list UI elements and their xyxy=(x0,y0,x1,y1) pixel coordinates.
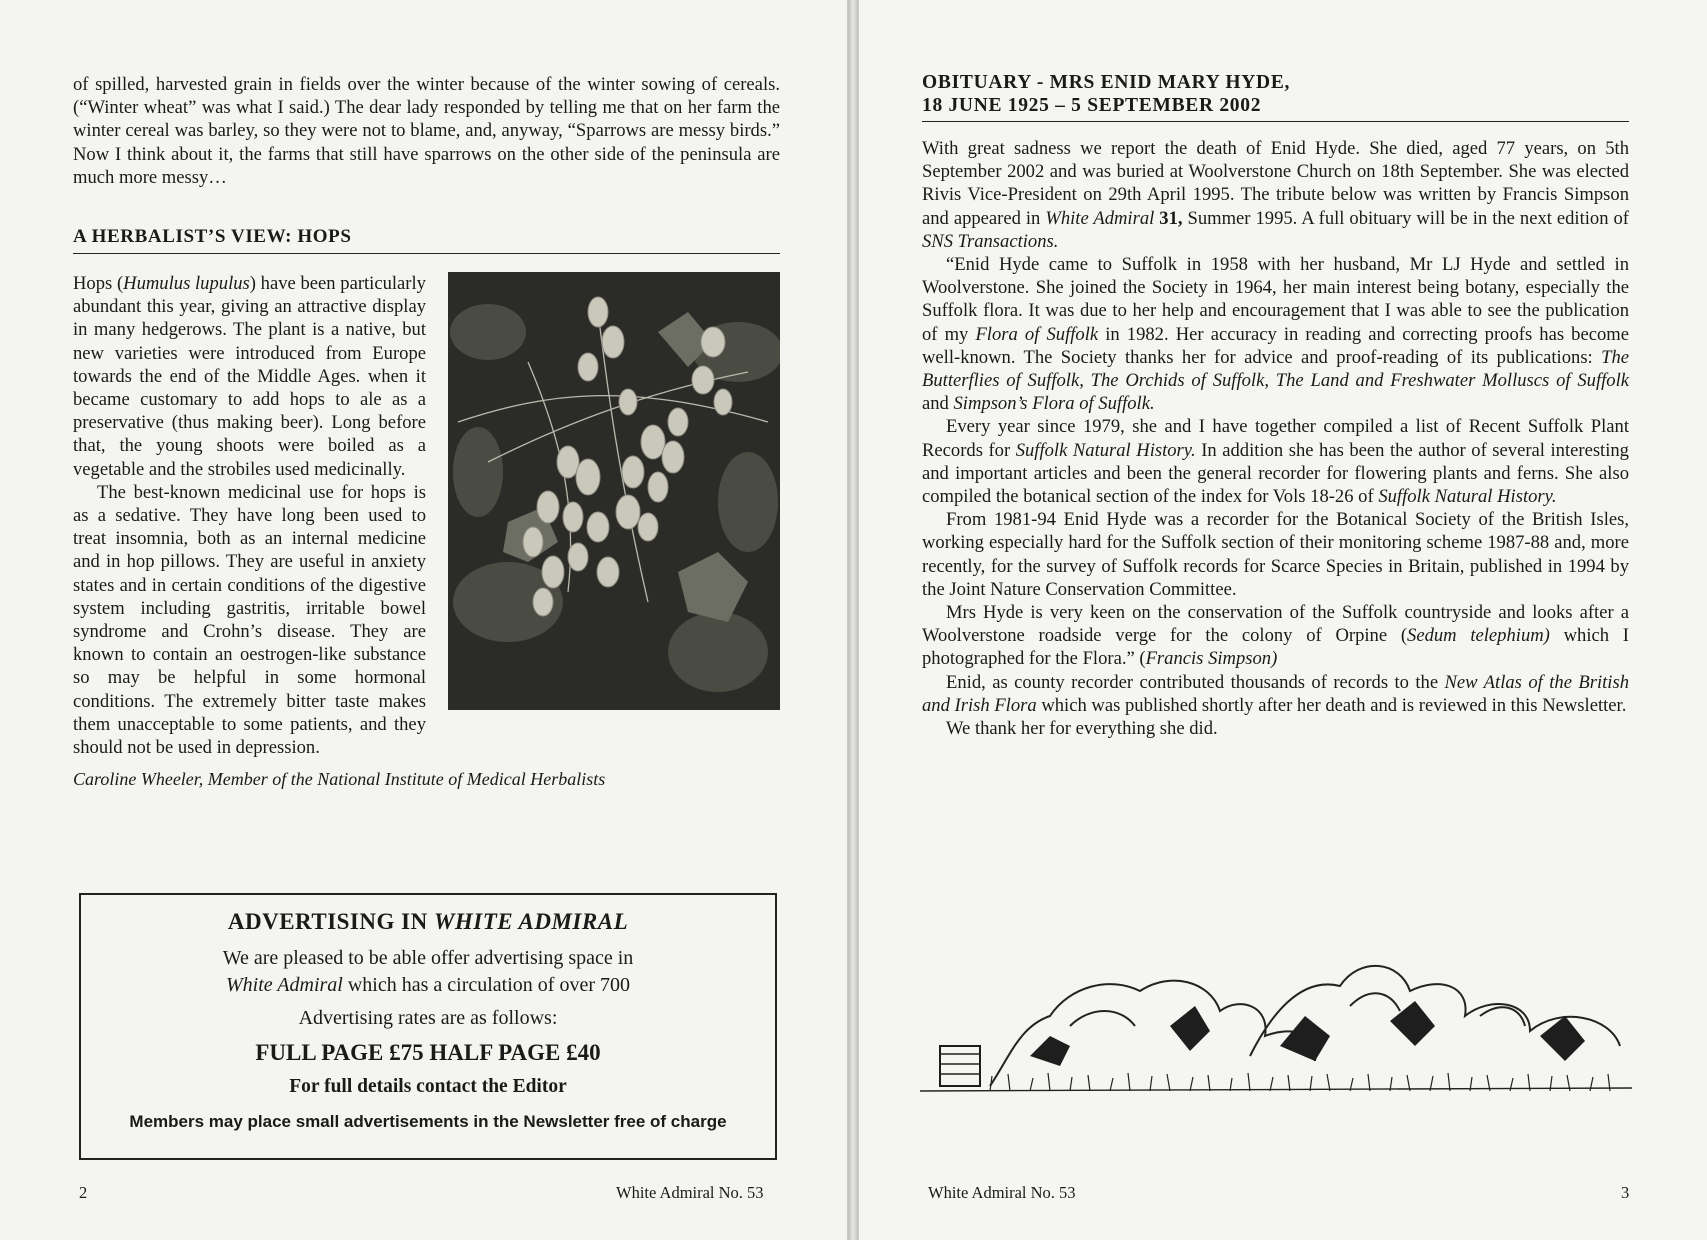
obituary-paragraph-6: Enid, as county recorder contributed thousands of records to the New Atlas of the British and Irish Flora which was published shortly after her death and is reviewed in this Newsletter. xyxy=(922,671,1629,716)
ad-line-1: We are pleased to be able offer advertising space in xyxy=(222,947,634,969)
hops-article xyxy=(73,272,780,790)
obituary-paragraph-4: From 1981-94 Enid Hyde was a recorder for the Botanical Society of the British Isles, working especially hard for the Suffolk section of their monitoring scheme 1987-88 and, more recently, for the survey of Suffolk records for Scarce Species in Britain, published in 1994 by the Joint Nature Conservation Committee. xyxy=(922,509,1629,600)
herbalist-heading: A HERBALIST’S VIEW: HOPS xyxy=(73,226,780,254)
book-spine xyxy=(848,0,858,1240)
obituary-paragraph-2: “Enid Hyde came to Suffolk in 1958 with her husband, Mr LJ Hyde and settled in Woolverstone. She joined the Society in 1964, her main interest being botany, especially the Suffolk flora. It was due to her help and encouragement that I was able to see the publication of my Flora of Suffolk in 1982. Her accuracy in reading and correcting proofs has become well-known. The Society thanks her for advice and proof-reading of its publications: The Butterflies of Suffolk, The Orchids of Suffolk, The Land and Freshwater Molluscs of Suffolk and Simpson’s Flora of Suffolk. xyxy=(922,254,1629,415)
obituary-paragraph-7: We thank her for everything she did. xyxy=(946,718,1218,740)
advertising-box xyxy=(79,893,777,1160)
obituary-paragraph-1: With great sadness we report the death of Enid Hyde. She died, aged 77 years, on 5th September 2002 and was buried at Woolverstone Church on 18th September. She was elected Rivis Vice-President on 29th April 1995. The tribute below was written by Francis Simpson and appeared in White Admiral 31, Summer 1995. A full obituary will be in the next edition of SNS Transactions. xyxy=(922,138,1629,252)
right-footer-title: White Admiral No. 53 xyxy=(928,1183,1076,1202)
ad-members-note: Members may place small advertisements in the Newsletter free of charge xyxy=(129,1112,727,1131)
ad-prices: FULL PAGE £75 HALF PAGE £40 xyxy=(255,1040,601,1065)
author-signature: Caroline Wheeler, Member of the National Institute of Medical Herbalists xyxy=(73,769,606,790)
left-page-number: 2 xyxy=(79,1183,88,1202)
hops-paragraph-2: The best-known medicinal use for hops is as a sedative. They have long been used to treat insomnia, both as an internal medicine and in hop pillows. They are useful in anxiety states and in certain conditions of the digestive system including gastritis, irritable bowel syndrome and Crohn’s disease. They are known to contain an oestrogen-like substance so may be helpful in some hormonal conditions. The extremely bitter taste makes them unacceptable to some patients, and they should not be used in depression. xyxy=(73,481,426,759)
ad-title: ADVERTISING IN WHITE ADMIRAL xyxy=(227,909,629,934)
ad-line-2: White Admiral which has a circulation of over 700 xyxy=(226,974,630,996)
ad-rates-label: Advertising rates are as follows: xyxy=(298,1007,558,1029)
obituary-paragraph-5: Mrs Hyde is very keen on the conservation of the Suffolk countryside and looks after a Woolverstone roadside verge for the colony of Orpine (Sedum telephium) which I photographed for the Flora.” (Francis Simpson) xyxy=(922,602,1629,670)
obituary-body xyxy=(922,137,1629,740)
obituary-heading xyxy=(922,71,1629,122)
obituary-heading-line-2: 18 JUNE 1925 – 5 SEPTEMBER 2002 xyxy=(922,95,1262,116)
hedgerow-sketch xyxy=(920,936,1632,1096)
right-page-number: 3 xyxy=(1621,1183,1630,1202)
hops-paragraph-1: Hops (Humulus lupulus) have been particularly abundant this year, giving an attractive display in many hedgerows. The plant is a native, but new varieties were introduced from Europe towards the end of the Middle Ages. when it became customary to add hops to ale as a preservative (thus making beer). Long before that, the young shoots were boiled as a vegetable and the strobiles used medicinally. xyxy=(73,273,426,480)
obituary-heading-line-1: OBITUARY - MRS ENID MARY HYDE, xyxy=(922,72,1291,93)
hops-photo xyxy=(448,272,780,710)
ad-contact: For full details contact the Editor xyxy=(289,1076,567,1097)
obituary-paragraph-3: Every year since 1979, she and I have together compiled a list of Recent Suffolk Plant Records for Suffolk Natural History. In addition she has been the author of several interesting and important articles and been the general recorder for flowering plants and ferns. She also compiled the botanical section of the index for Vols 18-26 of Suffolk Natural History. xyxy=(922,416,1629,508)
intro-paragraph: of spilled, harvested grain in fields over the winter because of the winter sowing of cereals. (“Winter wheat” was what I said.) The dear lady responded by telling me that on her farm the winter cereal was barley, so they were not to blame, and, anyway, “Sparrows are messy birds.” Now I think about it, the farms that still have sparrows on the other side of the peninsula are much more messy… xyxy=(73,74,780,188)
left-footer-title: White Admiral No. 53 xyxy=(616,1183,764,1202)
